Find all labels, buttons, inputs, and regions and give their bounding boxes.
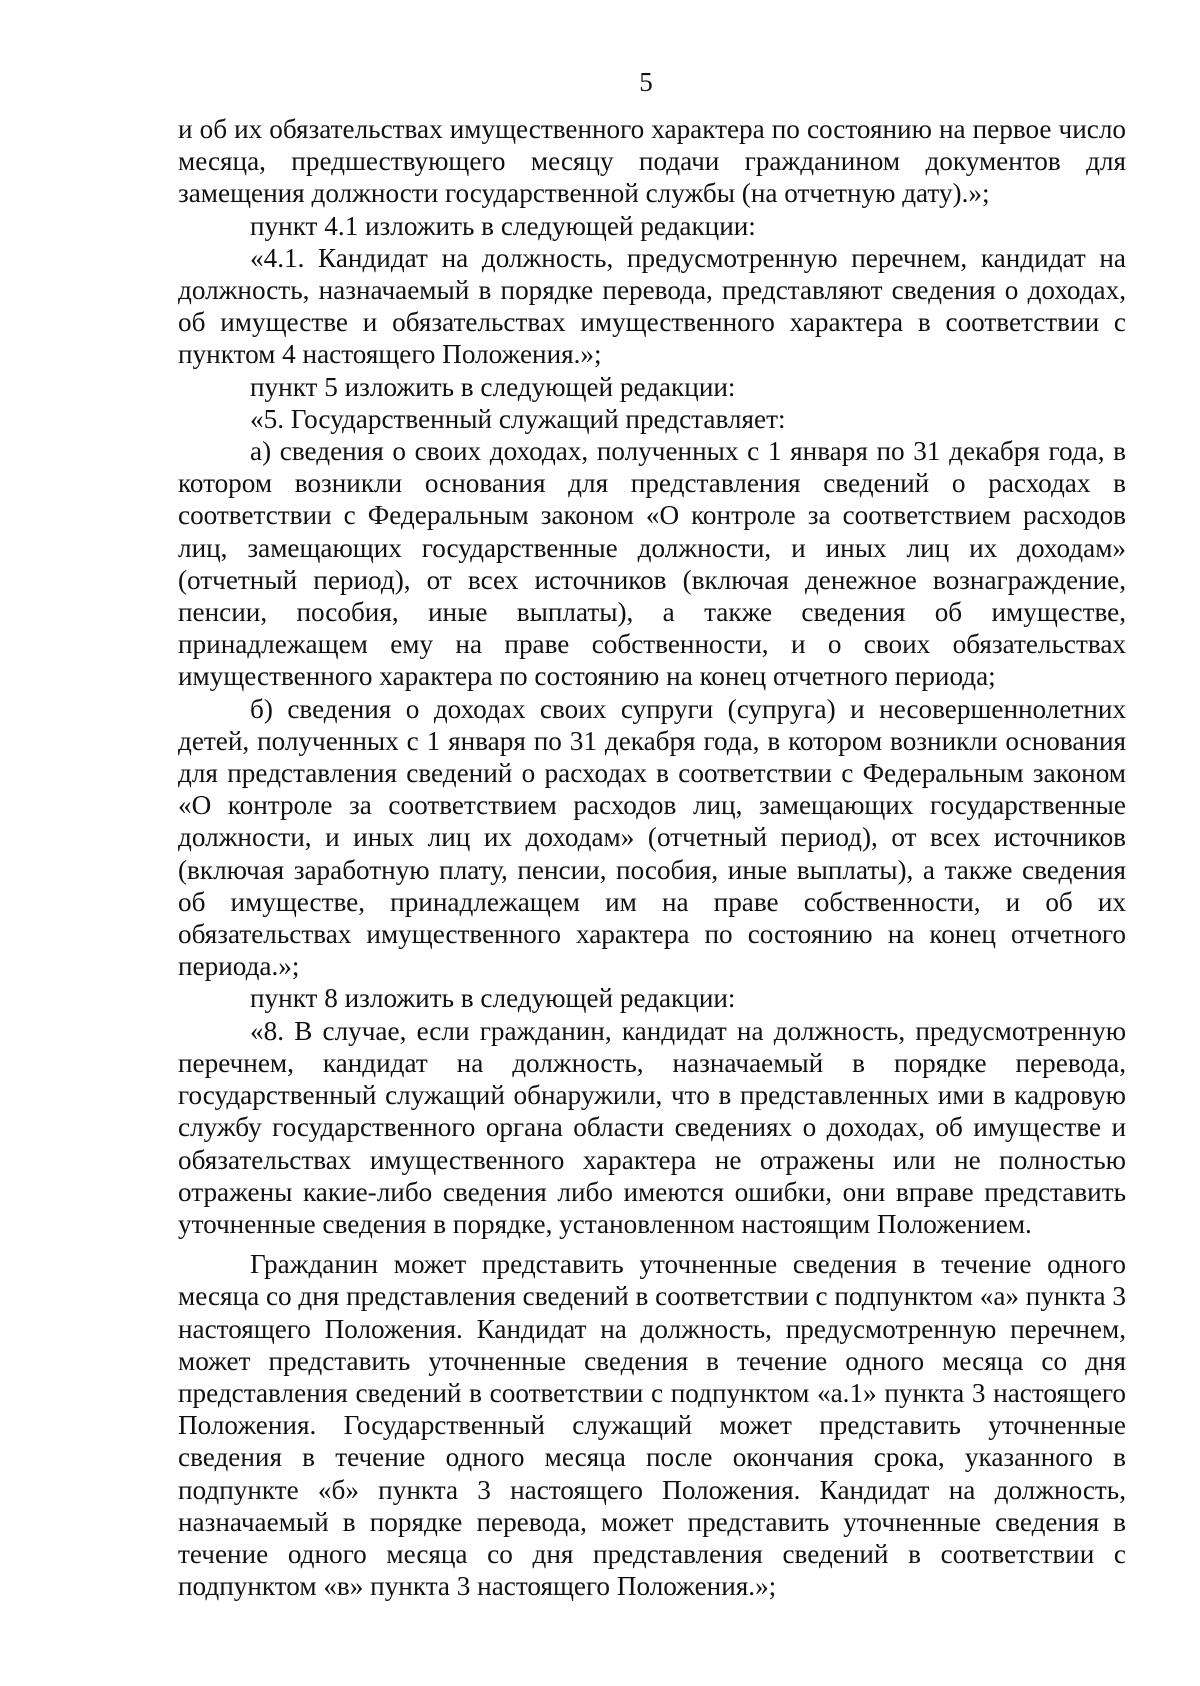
paragraph-amend-point-5: пункт 5 изложить в следующей редакции:: [250, 371, 736, 402]
paragraph-point-8-terms: Гражданин может представить уточненные сведения в течение одного месяца со дня представления сведений в соответствии с подпунктом «а» пункта 3 настоящего Положения. Кандидат на должность, предусмотренную перечнем, может представить уточненные сведения в течение одного месяца со дня представления сведений в соответствии с подпунктом «а.1» пункта 3 настоящего Положения. Государственный служащий может представить уточненные сведения в течение одного месяца после окончания срока, указанного в подпункте «б» пункта 3 настоящего Положения. Кандидат на должность, назначаемый в порядке перевода, может представить уточненные сведения в течение одного месяца со дня представления сведений в соответствии с подпунктом «в» пункта 3 настоящего Положения.»;: [178, 1249, 1126, 1602]
paragraph-continuation: и об их обязательствах имущественного характера по состоянию на первое число месяца, предшествующего месяцу подачи гражданином документов для замещения должности государственной службы (на отчетную дату).»;: [178, 114, 1126, 209]
paragraph-point-4-1-text: «4.1. Кандидат на должность, предусмотренную перечнем, кандидат на должность, назначаемый в порядке перевода, представляют сведения о доходах, об имуществе и обязательствах имущественного характера в соответствии с пунктом 4 настоящего Положения.»;: [178, 242, 1126, 370]
paragraph-subpoint-b: б) сведения о доходах своих супруги (супруга) и несовершеннолетних детей, полученных с 1 января по 31 декабря года, в котором возникли основания для представления сведений о расходах в соответствии с Федеральным законом «О контроле за соответствием расходов лиц, замещающих государственные должности, и иных лиц их доходам» (отчетный период), от всех источников (включая заработную плату, пенсии, пособия, иные выплаты), а также сведения об имуществе, принадлежащем им на праве собственности, и об их обязательствах имущественного характера по состоянию на конец отчетного периода.»;: [178, 693, 1126, 982]
paragraph-subpoint-a: а) сведения о своих доходах, полученных с 1 января по 31 декабря года, в котором возникли основания для представления сведений о расходах в соответствии с Федеральным законом «О контроле за соответствием расходов лиц, замещающих государственные должности, и иных лиц их доходам» (отчетный период), от всех источников (включая денежное вознаграждение, пенсии, пособия, иные выплаты), а также сведения об имуществе, принадлежащем ему на праве собственности, и о своих обязательствах имущественного характера по состоянию на конец отчетного периода;: [178, 436, 1126, 692]
paragraph-point-5-intro: «5. Государственный служащий представляет:: [250, 403, 786, 434]
paragraph-amend-point-8: пункт 8 изложить в следующей редакции:: [250, 983, 736, 1014]
page-number: 5: [639, 67, 653, 97]
paragraph-amend-point-4-1: пункт 4.1 изложить в следующей редакции:: [250, 210, 756, 241]
paragraph-point-8-text: «8. В случае, если гражданин, кандидат на должность, предусмотренную перечнем, кандидат на должность, назначаемый в порядке перевода, государственный служащий обнаружили, что в представленных ими в кадровую службу государственного органа области сведениях о доходах, об имуществе и обязательствах имущественного характера не отражены или не полностью отражены какие-либо сведения либо имеются ошибки, они вправе представить уточненные сведения в порядке, установленном настоящим Положением.: [178, 1015, 1126, 1239]
document-body: [178, 113, 1126, 1602]
